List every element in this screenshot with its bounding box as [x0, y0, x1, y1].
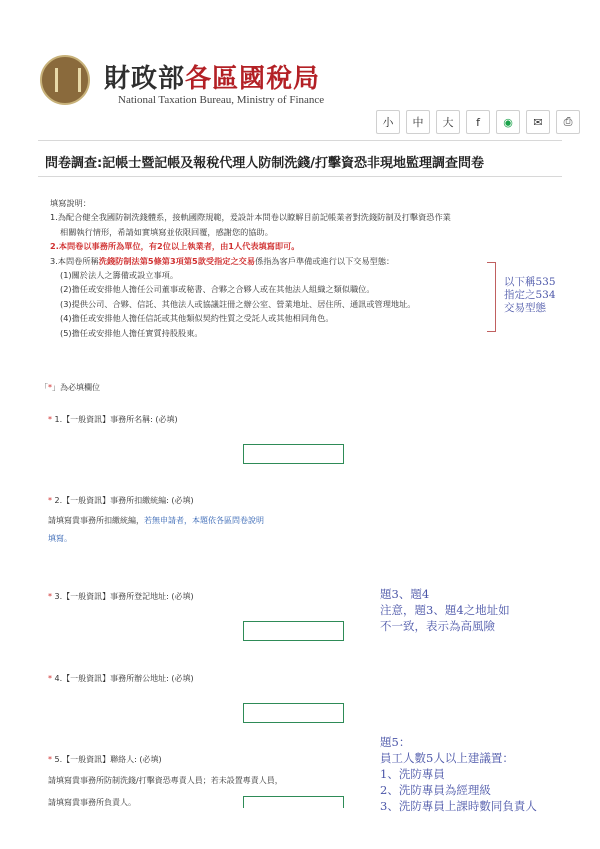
help-text-link[interactable]: 若無申請者，本題依各區問卷說明 [144, 516, 264, 525]
required-star: * [48, 496, 52, 505]
office-address-input[interactable] [243, 703, 344, 723]
instruction-sub-1: (1)關於法人之籌備或設立事項。 [60, 270, 179, 281]
help-text: 請填寫貴事務所扣繳統編， [48, 516, 144, 525]
instruction-sub-3: (3)提供公司、合夥、信託、其他法人或協議註冊之辦公室、營業地址、居住所、通訊或管理地址。 [60, 298, 416, 309]
question-text: 4.【一般資訊】事務所辦公地址: (必填) [54, 674, 194, 683]
annotation-bracket [487, 262, 496, 332]
print-icon[interactable]: ⎙ [556, 110, 580, 134]
title-divider [38, 176, 562, 177]
page-title: 問卷調查:記帳士暨記帳及報稅代理人防制洗錢/打擊資恐非現地監理調查問卷 [45, 156, 484, 171]
handwritten-note-address [380, 586, 510, 634]
logo-title-red: 各區國稅局 [185, 64, 321, 94]
mail-icon[interactable]: ✉ [526, 110, 550, 134]
help-text-link[interactable]: 填寫。 [48, 534, 72, 543]
question-5-help-cont: 請填寫貴事務所負責人。 [48, 798, 136, 807]
note-line: 員工人數5人以上建議置： [380, 751, 514, 765]
instruction-item-3 [50, 254, 520, 268]
instruction-item-1a: 1.為配合健全我國防制洗錢體系，接軌國際規範，爰設計本問卷以瞭解目前記帳業者對洗錢防制及打擊資恐作業 [50, 212, 451, 223]
handwritten-note-transactions [504, 276, 556, 315]
question-5-label [48, 754, 162, 765]
question-2-help-cont [48, 533, 72, 544]
instruction-sub-4: (4)擔任或安排他人擔任信託或其他類似契約性質之受託人或其他相同角色。 [60, 313, 334, 324]
instruction-item-2: 2.本問卷以事務所為單位，有2位以上執業者，由1人代表填寫即可。 [50, 241, 300, 252]
question-1-label [48, 414, 178, 425]
instruction-item-3-post: 係指為客戶準備或進行以下交易型態： [255, 255, 395, 266]
font-medium-button[interactable]: 中 [406, 110, 430, 134]
required-star: * [48, 592, 52, 601]
logo-title-dark: 財政部 [104, 64, 186, 94]
instruction-sub-2: (2)擔任或安排他人擔任公司董事或秘書、合夥之合夥人或在其他法人組織之類似職位。 [60, 284, 375, 295]
req-open: 「 [40, 383, 48, 392]
note-line: 題5： [380, 735, 411, 749]
instructions [50, 196, 520, 340]
note-line: 交易型態 [504, 302, 546, 314]
font-large-button[interactable]: 大 [436, 110, 460, 134]
question-2-label [48, 495, 194, 506]
note-line: 1、洗防專員 [380, 767, 445, 781]
font-small-button[interactable]: 小 [376, 110, 400, 134]
instructions-heading: 填寫說明： [50, 198, 91, 208]
question-4-label [48, 673, 194, 684]
note-line: 2、洗防專員為經理級 [380, 783, 491, 797]
question-2-help [48, 515, 264, 526]
question-text: 5.【一般資訊】聯絡人: (必填) [54, 755, 162, 764]
required-star: * [48, 674, 52, 683]
instruction-item-1b: 相關執行情形，希請如實填寫並依限回覆，感謝您的協助。 [60, 226, 273, 237]
handwritten-note-staff [380, 734, 537, 814]
required-field-note [40, 382, 100, 393]
logo-subtitle: National Taxation Bureau, Ministry of Finance [118, 94, 325, 106]
note-line: 以下稱535 [504, 276, 556, 288]
contact-person-input[interactable] [243, 796, 344, 808]
required-star: * [48, 415, 52, 424]
note-line: 3、洗防專員上課時數同負責人 [380, 799, 537, 813]
req-star: * [48, 383, 52, 392]
office-name-input[interactable] [243, 444, 344, 464]
req-close: 」為必填欄位 [52, 383, 100, 392]
bureau-emblem-icon [40, 55, 90, 105]
question-3-label [48, 591, 194, 602]
facebook-icon[interactable]: f [466, 110, 490, 134]
header-divider [38, 140, 562, 141]
question-5-help: 請填寫貴事務所防制洗錢/打擊資恐專責人員；若未設置專責人員， [48, 776, 283, 785]
line-icon[interactable]: ◉ [496, 110, 520, 134]
note-line: 指定之534 [504, 289, 556, 301]
required-star: * [48, 755, 52, 764]
instruction-sub-5: (5)擔任或安排他人擔任實質持股股東。 [60, 327, 203, 338]
instruction-item-3-pre: 3.本問卷所稱 [50, 255, 99, 266]
note-line: 注意，題3、題4之地址如 [380, 603, 510, 617]
question-text: 1.【一般資訊】事務所名稱: (必填) [54, 415, 178, 424]
instruction-item-3-red: 洗錢防制法第5條第3項第5款受指定之交易 [98, 255, 256, 266]
site-logo-title[interactable] [104, 58, 320, 95]
toolbar [376, 110, 580, 134]
note-line: 題3、題4 [380, 587, 430, 601]
note-line: 不一致，表示為高風險 [380, 619, 495, 633]
question-text: 2.【一般資訊】事務所扣繳統編: (必填) [54, 496, 194, 505]
registered-address-input[interactable] [243, 621, 344, 641]
question-text: 3.【一般資訊】事務所登記地址: (必填) [54, 592, 194, 601]
